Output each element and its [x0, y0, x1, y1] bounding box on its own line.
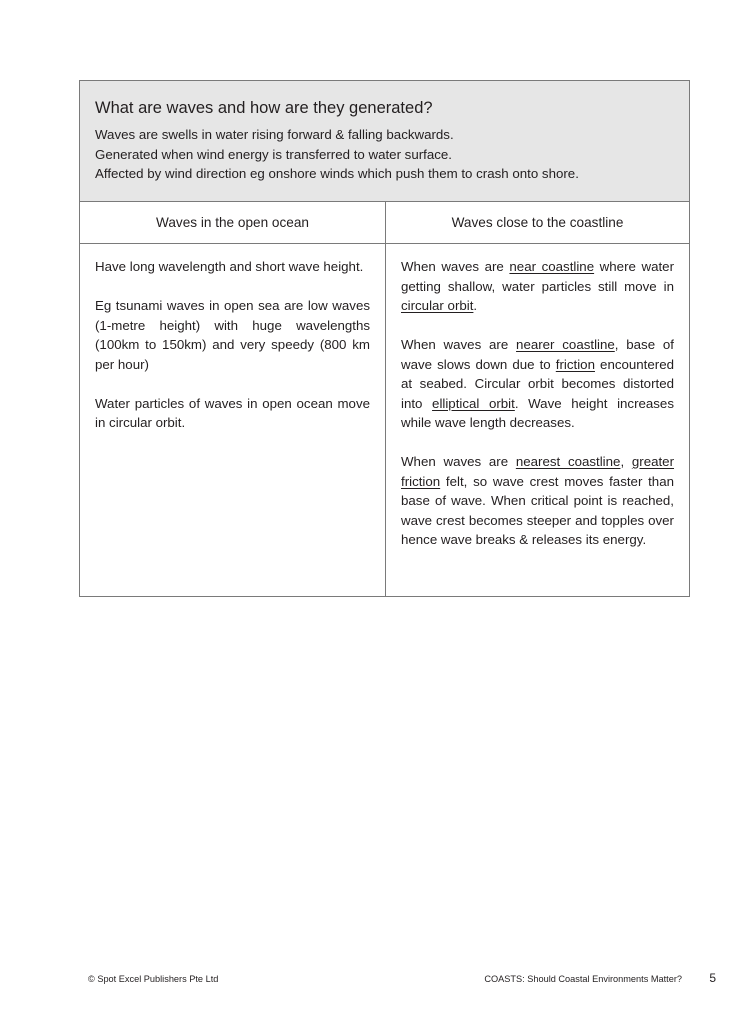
column-header-coastline: Waves close to the coastline — [451, 215, 624, 230]
open-ocean-paragraph: Water particles of waves in open ocean move in circular orbit. — [95, 395, 370, 430]
question-line: Waves are swells in water rising forward & falling backwards. — [95, 127, 454, 142]
column-headers — [80, 202, 689, 244]
footer-copyright: © Spot Excel Publishers Pte Ltd — [88, 974, 219, 984]
open-ocean-paragraph: Have long wavelength and short wave height. — [95, 259, 364, 274]
question-line: Affected by wind direction eg onshore winds which push them to crash onto shore. — [95, 166, 579, 181]
underlined-term: circular orbit — [401, 298, 474, 313]
underlined-term: friction — [401, 473, 441, 489]
column-bodies — [80, 244, 689, 596]
column-header-open-ocean: Waves in the open ocean — [80, 202, 386, 243]
text-run: felt, so wave crest moves faster than base of wave. When critical point is reached, wave crest becomes steeper and topples over hence wave breaks & releases its energy. — [401, 473, 674, 547]
text-run: . Wave height increases while wave length decreases. — [401, 395, 674, 430]
text-run: , base of wave slows down due to — [401, 337, 674, 372]
page-number: 5 — [709, 971, 716, 985]
text-run: encountered at seabed. Circular orbit becomes distorted into — [401, 356, 674, 411]
coastline-paragraph — [401, 257, 674, 316]
footer-running-title: COASTS: Should Coastal Environments Matter? — [484, 974, 682, 984]
question-title: What are waves and how are they generated? — [95, 99, 433, 117]
underlined-term: friction — [555, 356, 595, 372]
underlined-term: elliptical orbit — [432, 395, 515, 411]
underlined-term: nearer coastline — [516, 337, 615, 352]
text-run: where water getting shallow, water particles still move in — [401, 259, 674, 294]
text-run: When waves are — [401, 337, 517, 352]
question-line: Generated when wind energy is transferred to water surface. — [95, 146, 452, 162]
content-table — [79, 80, 690, 597]
coastline-cell — [386, 244, 689, 596]
question-box — [80, 81, 689, 202]
coastline-paragraph — [401, 335, 674, 433]
text-run: , — [620, 454, 632, 469]
open-ocean-cell — [80, 244, 386, 596]
text-run: . — [473, 298, 478, 313]
underlined-term: greater — [631, 454, 675, 469]
text-run: When waves are — [401, 454, 516, 469]
coastline-paragraph — [401, 452, 674, 550]
underlined-term: near coastline — [509, 259, 595, 274]
open-ocean-paragraph: Eg tsunami waves in open sea are low waves (1-metre height) with huge wavelengths (100km to 150km) and very speedy (800 km per hour) — [95, 298, 370, 372]
text-run: When waves are — [401, 259, 510, 274]
underlined-term: nearest coastline — [515, 454, 621, 469]
